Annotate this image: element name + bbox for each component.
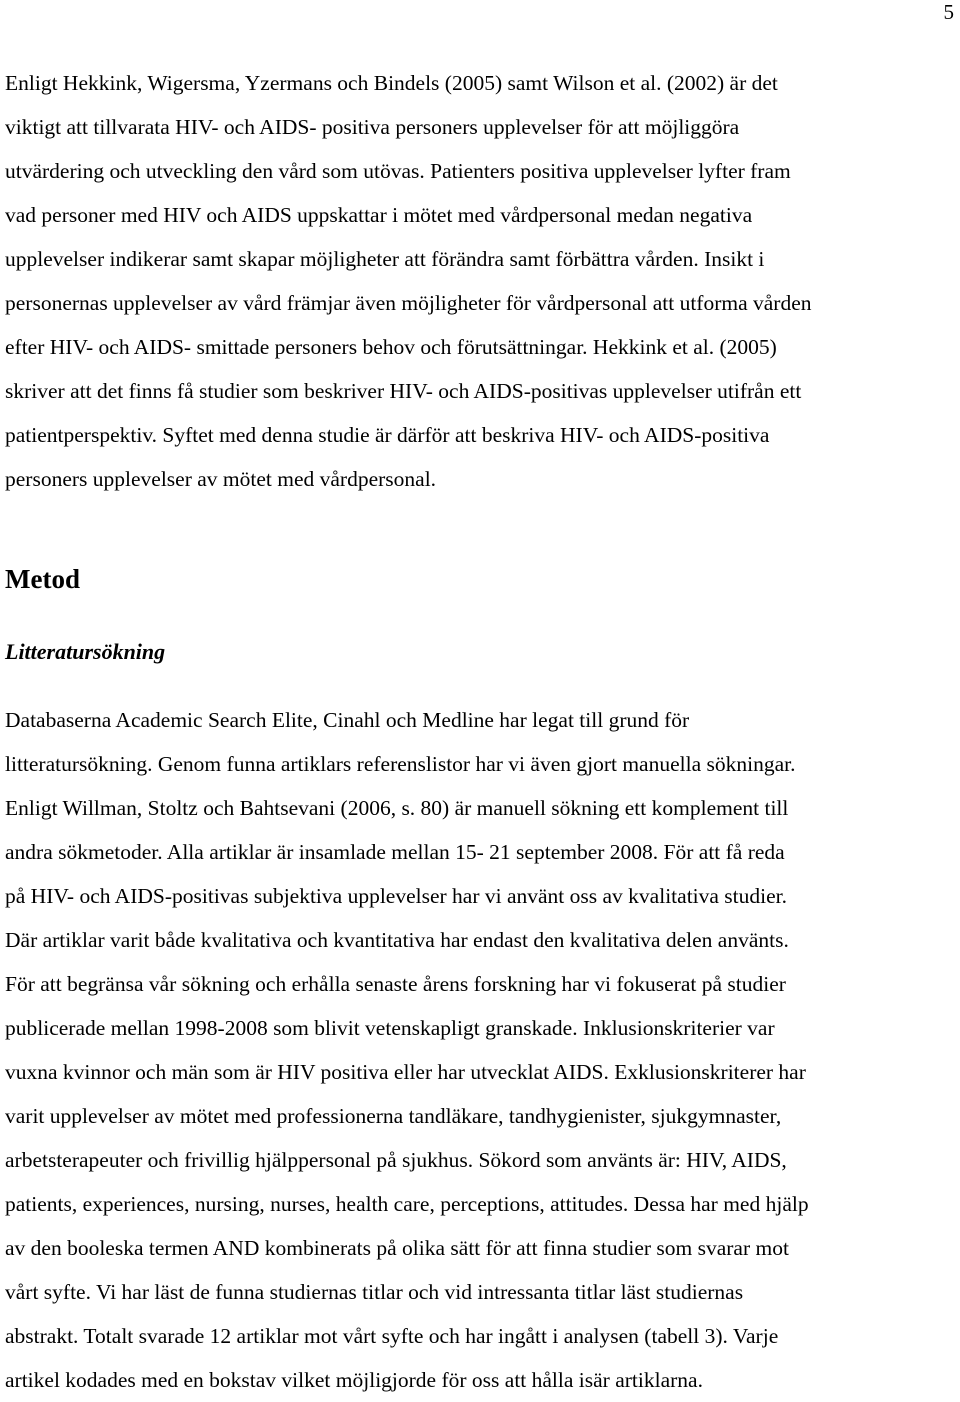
text-line: För att begränsa vår sökning och erhålla senaste årens forskning har vi fokuserat på studier <box>5 972 786 996</box>
text-line: arbetsterapeuter och frivillig hjälppersonal på sjukhus. Sökord som använts är: HIV, AIDS, <box>5 1148 787 1172</box>
text-line: publicerade mellan 1998-2008 som blivit vetenskapligt granskade. Inklusionskriterier var <box>5 1016 775 1040</box>
text-line: vuxna kvinnor och män som är HIV positiva eller har utvecklat AIDS. Exklusionskriterer har <box>5 1060 806 1084</box>
text-line: på HIV- och AIDS-positivas subjektiva upplevelser har vi använt oss av kvalitativa studier. <box>5 884 788 908</box>
page-number: 5 <box>943 0 954 24</box>
method-paragraph <box>5 698 955 1402</box>
text-line: utvärdering och utveckling den vård som utövas. Patienters positiva upplevelser lyfter fram <box>5 159 791 183</box>
text-line: vårt syfte. Vi har läst de funna studiernas titlar och vid intressanta titlar läst studiernas <box>5 1280 744 1304</box>
text-line: efter HIV- och AIDS- smittade personers behov och förutsättningar. Hekkink et al. (2005) <box>5 335 777 359</box>
intro-paragraph <box>5 61 955 501</box>
text-line: upplevelser indikerar samt skapar möjligheter att förändra samt förbättra vården. Insikt i <box>5 247 765 271</box>
text-line: personernas upplevelser av vård främjar även möjligheter för vårdpersonal att utforma vården <box>5 291 812 315</box>
text-line: Enligt Willman, Stoltz och Bahtsevani (2006, s. 80) är manuell sökning ett komplement till <box>5 796 789 820</box>
text-line: varit upplevelser av mötet med professionerna tandläkare, tandhygienister, sjukgymnaster, <box>5 1104 782 1128</box>
text-line: patientperspektiv. Syftet med denna studie är därför att beskriva HIV- och AIDS-positiva <box>5 423 770 447</box>
section-heading-metod: Metod <box>5 564 80 594</box>
text-line: vad personer med HIV och AIDS uppskattar i mötet med vårdpersonal medan negativa <box>5 203 753 227</box>
subsection-heading-litteratursokning: Litteratursökning <box>5 639 166 664</box>
text-line: andra sökmetoder. Alla artiklar är insamlade mellan 15- 21 september 2008. För att få reda <box>5 840 785 864</box>
text-line: Där artiklar varit både kvalitativa och kvantitativa har endast den kvalitativa delen använts. <box>5 928 789 952</box>
text-line: Databaserna Academic Search Elite, Cinahl och Medline har legat till grund för <box>5 708 690 732</box>
text-line: viktigt att tillvarata HIV- och AIDS- positiva personers upplevelser för att möjliggöra <box>5 115 740 139</box>
text-line: personers upplevelser av mötet med vårdpersonal. <box>5 467 437 491</box>
text-line: patients, experiences, nursing, nurses, health care, perceptions, attitudes. Dessa har med hjälp <box>5 1192 809 1216</box>
text-line: Enligt Hekkink, Wigersma, Yzermans och Bindels (2005) samt Wilson et al. (2002) är det <box>5 71 778 95</box>
text-line: skriver att det finns få studier som beskriver HIV- och AIDS-positivas upplevelser utifrån ett <box>5 379 802 403</box>
text-line: abstrakt. Totalt svarade 12 artiklar mot vårt syfte och har ingått i analysen (tabell 3). Varje <box>5 1324 779 1348</box>
text-line: litteratursökning. Genom funna artiklars referenslistor har vi även gjort manuella sökningar. <box>5 752 796 776</box>
text-line: av den booleska termen AND kombinerats på olika sätt för att finna studier som svarar mot <box>5 1236 789 1260</box>
text-line: artikel kodades med en bokstav vilket möjligjorde för oss att hålla isär artiklarna. <box>5 1368 703 1392</box>
